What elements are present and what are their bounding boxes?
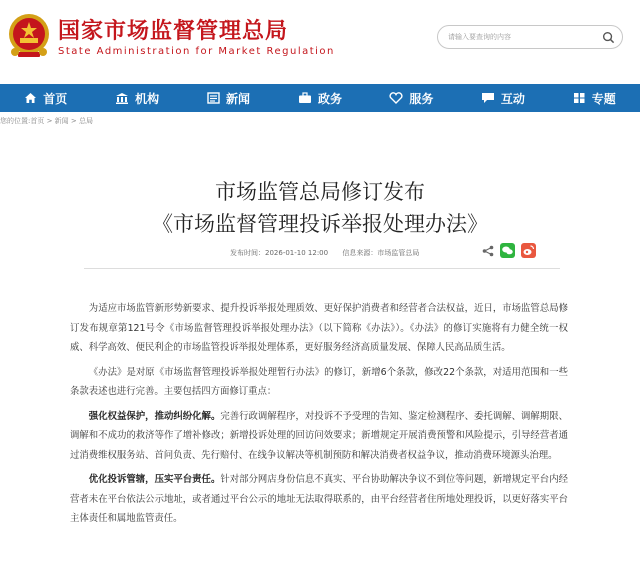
nav-item-organization[interactable]: [91, 84, 182, 112]
nav-label: 新闻: [226, 91, 251, 106]
nav-item-topics[interactable]: [549, 84, 640, 112]
title-divider: [84, 268, 560, 269]
wechat-icon[interactable]: [500, 243, 515, 258]
info-source: 信息来源：市场监管总局: [342, 249, 420, 257]
nav-item-interaction[interactable]: [457, 84, 548, 112]
nav-label: 服务: [409, 91, 434, 106]
paragraph-text: 《办法》是对原《市场监督管理投诉举报处理暂行办法》的修订，新增6个条款，修改22个条款，对适用范围和一些条款表述也进行完善。主要包括四方面修订重点：: [70, 366, 568, 397]
share-icon[interactable]: [481, 244, 494, 257]
nav-item-home[interactable]: [0, 84, 91, 112]
nav-label: 政务: [317, 91, 342, 106]
heart-icon: [389, 92, 403, 104]
chat-icon: [481, 92, 495, 104]
building-icon: [115, 92, 129, 104]
newspaper-icon: [207, 92, 220, 104]
home-icon: [24, 92, 37, 104]
nav-label: 机构: [135, 91, 160, 106]
search-icon[interactable]: [602, 31, 615, 44]
nav-label: 专题: [591, 91, 616, 106]
site-name[interactable]: 国家市场监督管理总局: [58, 19, 289, 44]
nav-item-services[interactable]: [366, 84, 457, 112]
paragraph-heading: 优化投诉管辖，压实平台责任。: [88, 474, 221, 485]
article-title-line1: 市场监管总局修订发布: [215, 180, 425, 204]
article-paragraph: [70, 299, 568, 358]
grid-icon: [573, 92, 586, 104]
article-paragraph: [70, 407, 568, 466]
share-bar: [481, 243, 536, 258]
article-body: [70, 299, 568, 534]
site-header: [0, 0, 640, 84]
paragraph-text: 完善行政调解程序，对投诉不予受理的告知、鉴定检测程序、委托调解、调解期限、调解和不成功的救济等作了增补修改；新增投诉处理的回访问效要求；新增规定开展消费预警和风险提示，引导经营者通过消费维权服务站、首问负责、先行赔付、在线争议解决等机制预防和解决消费者权益争议，推动消费环境源头治理。: [70, 410, 568, 461]
nav-label: 互动: [500, 91, 525, 106]
nav-label: 首页: [43, 91, 68, 106]
article-meta: [230, 248, 431, 258]
article-paragraph: [70, 470, 568, 529]
paragraph-text: 针对部分网店身份信息不真实、平台协助解决争议不到位等问题，新增规定平台内经营者未在平台依法公示地址，或者通过平台公示的地址无法取得联系的，由平台经营者住所地处理投诉，以更好落实平台主体责任和属地监管责任。: [70, 474, 568, 524]
article-paragraph: [70, 363, 568, 402]
nav-item-news[interactable]: [183, 84, 274, 112]
site-name-english: State Administration for Market Regulation: [58, 46, 335, 57]
paragraph-text: 为适应市场监管新形势新要求、提升投诉举报处理质效、更好保护消费者和经营者合法权益，近日，市场监管总局修订发布规章第121号令《市场监督管理投诉举报处理办法》（以下简称《办法》）。《办法》的修订实施将有力健全统一权威、科学高效、便民利企的市场监管投诉举报处理体系，更好服务经济高质量发展、保障人民高品质生活。: [70, 303, 568, 353]
breadcrumb[interactable]: 您的位置:首页 > 新闻 > 总局: [0, 117, 93, 125]
publish-time: 发布时间：2026-01-10 12:00: [230, 249, 329, 257]
search-box: [437, 25, 623, 49]
search-input[interactable]: [448, 29, 598, 45]
briefcase-icon: [298, 92, 312, 104]
national-emblem-icon[interactable]: [6, 12, 52, 62]
article-title-line2: 《市场监督管理投诉举报处理办法》: [152, 212, 488, 236]
weibo-icon[interactable]: [521, 243, 536, 258]
nav-item-affairs[interactable]: [274, 84, 365, 112]
paragraph-heading: 强化权益保护，推动纠纷化解。: [88, 410, 221, 422]
main-nav: [0, 84, 640, 112]
